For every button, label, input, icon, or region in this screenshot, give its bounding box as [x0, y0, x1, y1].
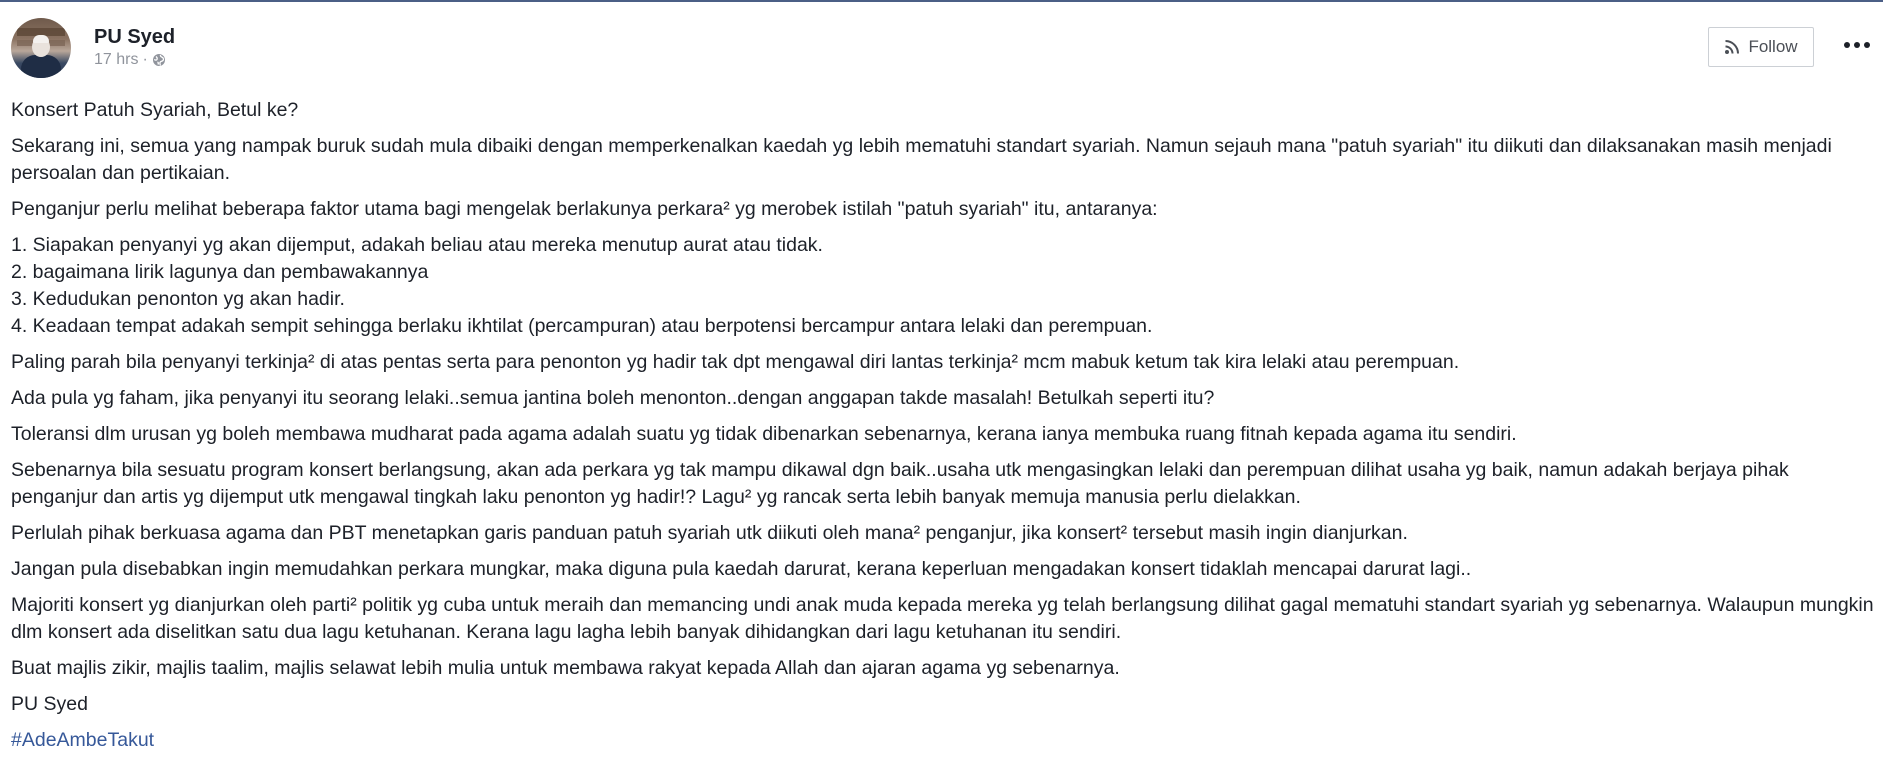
separator-dot: · — [142, 51, 148, 68]
follow-label: Follow — [1748, 37, 1798, 56]
post-title: Konsert Patuh Syariah, Betul ke? — [11, 99, 299, 121]
dot — [1854, 42, 1860, 48]
paragraph: Jangan pula disebabkan ingin memudahkan perkara mungkar, maka diguna pula kaedah darurat, kerana keperluan mengadakan konsert tidaklah mencapai darurat lagi.. — [11, 558, 1472, 580]
hashtag-link[interactable]: #AdeAmbeTakut — [11, 729, 155, 751]
dot — [1864, 42, 1870, 48]
paragraph: Paling parah bila penyanyi terkinja² di atas pentas serta para penonton yg hadir tak dpt mengawal diri lantas terkinja² mcm mabuk ketum tak kira lelaki atau perempuan. — [11, 351, 1460, 373]
paragraph: Toleransi dlm urusan yg boleh membawa mudharat pada agama adalah suatu yg tidak dibenarkan sebenarnya, kerana ianya membuka ruang fitnah kepada agama itu sendiri. — [11, 423, 1517, 445]
paragraph: Penganjur perlu melihat beberapa faktor utama bagi mengelak berlakunya perkara² yg merobek istilah "patuh syariah" itu, antaranya: — [11, 198, 1158, 220]
post-time[interactable]: 17 hrs — [94, 51, 139, 68]
rss-follow-icon — [1724, 39, 1740, 55]
paragraph: Sekarang ini, semua yang nampak buruk sudah mula dibaiki dengan memperkenalkan kaedah yg lebih mematuhi standart syariah. Namun sejauh mana "patuh syariah" itu diikuti dan dilaksanakan masih menjadi persoalan dan pertikaian. — [11, 135, 1832, 184]
factor-list — [11, 232, 1876, 340]
paragraph: Sebenarnya bila sesuatu program konsert berlangsung, akan ada perkara yg tak mampu dikawal dgn baik..usaha utk mengasingkan lelaki dan perempuan dilihat usaha yg baik, namun adakah berjaya pihak penganjur dan artis yg dijemput utk mengawal tingkah laku penonton yg hadir!? Lagu² yg rancak serta lebih banyak memuja manusia perlu dielakkan. — [11, 459, 1789, 508]
list-item: 3. Kedudukan penonton yg akan hadir. — [11, 288, 345, 310]
paragraph: Perlulah pihak berkuasa agama dan PBT menetapkan garis panduan patuh syariah utk diikuti oleh mana² penganjur, jika konsert² tersebut masih ingin dianjurkan. — [11, 522, 1408, 544]
paragraph: Majoriti konsert yg dianjurkan oleh parti² politik yg cuba untuk meraih dan memancing undi anak muda kepada mereka yg telah berlangsung dilihat gagal mematuhi standart syariah yg sebenarnya. Walaupun mungkin dlm konsert ada diselitkan satu dua lagu ketuhanan. Kerana lagu lagha lebih banyak dihidangkan dari lagu ketuhanan itu sendiri. — [11, 594, 1874, 643]
list-item: 2. bagaimana lirik lagunya dan pembawakannya — [11, 261, 429, 283]
paragraph: Buat majlis zikir, majlis taalim, majlis selawat lebih mulia untuk membawa rakyat kepada Allah dan ajaran agama yg sebenarnya. — [11, 657, 1120, 679]
list-item: 4. Keadaan tempat adakah sempit sehingga berlaku ikhtilat (percampuran) atau berpotensi bercampur antara lelaki dan perempuan. — [11, 315, 1153, 337]
paragraph: Ada pula yg faham, jika penyanyi itu seorang lelaki..semua jantina boleh menonton..dengan anggapan takde masalah! Betulkah seperti itu? — [11, 387, 1215, 409]
post-header — [11, 18, 175, 78]
avatar-figure — [21, 55, 61, 78]
avatar-figure — [33, 35, 49, 43]
globe-icon[interactable] — [152, 53, 166, 67]
more-options-icon[interactable] — [1844, 36, 1870, 54]
list-item: 1. Siapakan penyanyi yg akan dijemput, adakah beliau atau mereka menutup aurat atau tidak. — [11, 234, 823, 256]
post-body — [11, 97, 1876, 763]
post-meta — [94, 25, 175, 71]
dot — [1844, 42, 1850, 48]
post-timestamp-row — [94, 49, 175, 71]
author-name[interactable]: PU Syed — [94, 26, 176, 48]
avatar[interactable] — [11, 18, 71, 78]
signature: PU Syed — [11, 693, 88, 715]
facebook-post — [0, 2, 1883, 753]
follow-button[interactable] — [1708, 27, 1814, 67]
